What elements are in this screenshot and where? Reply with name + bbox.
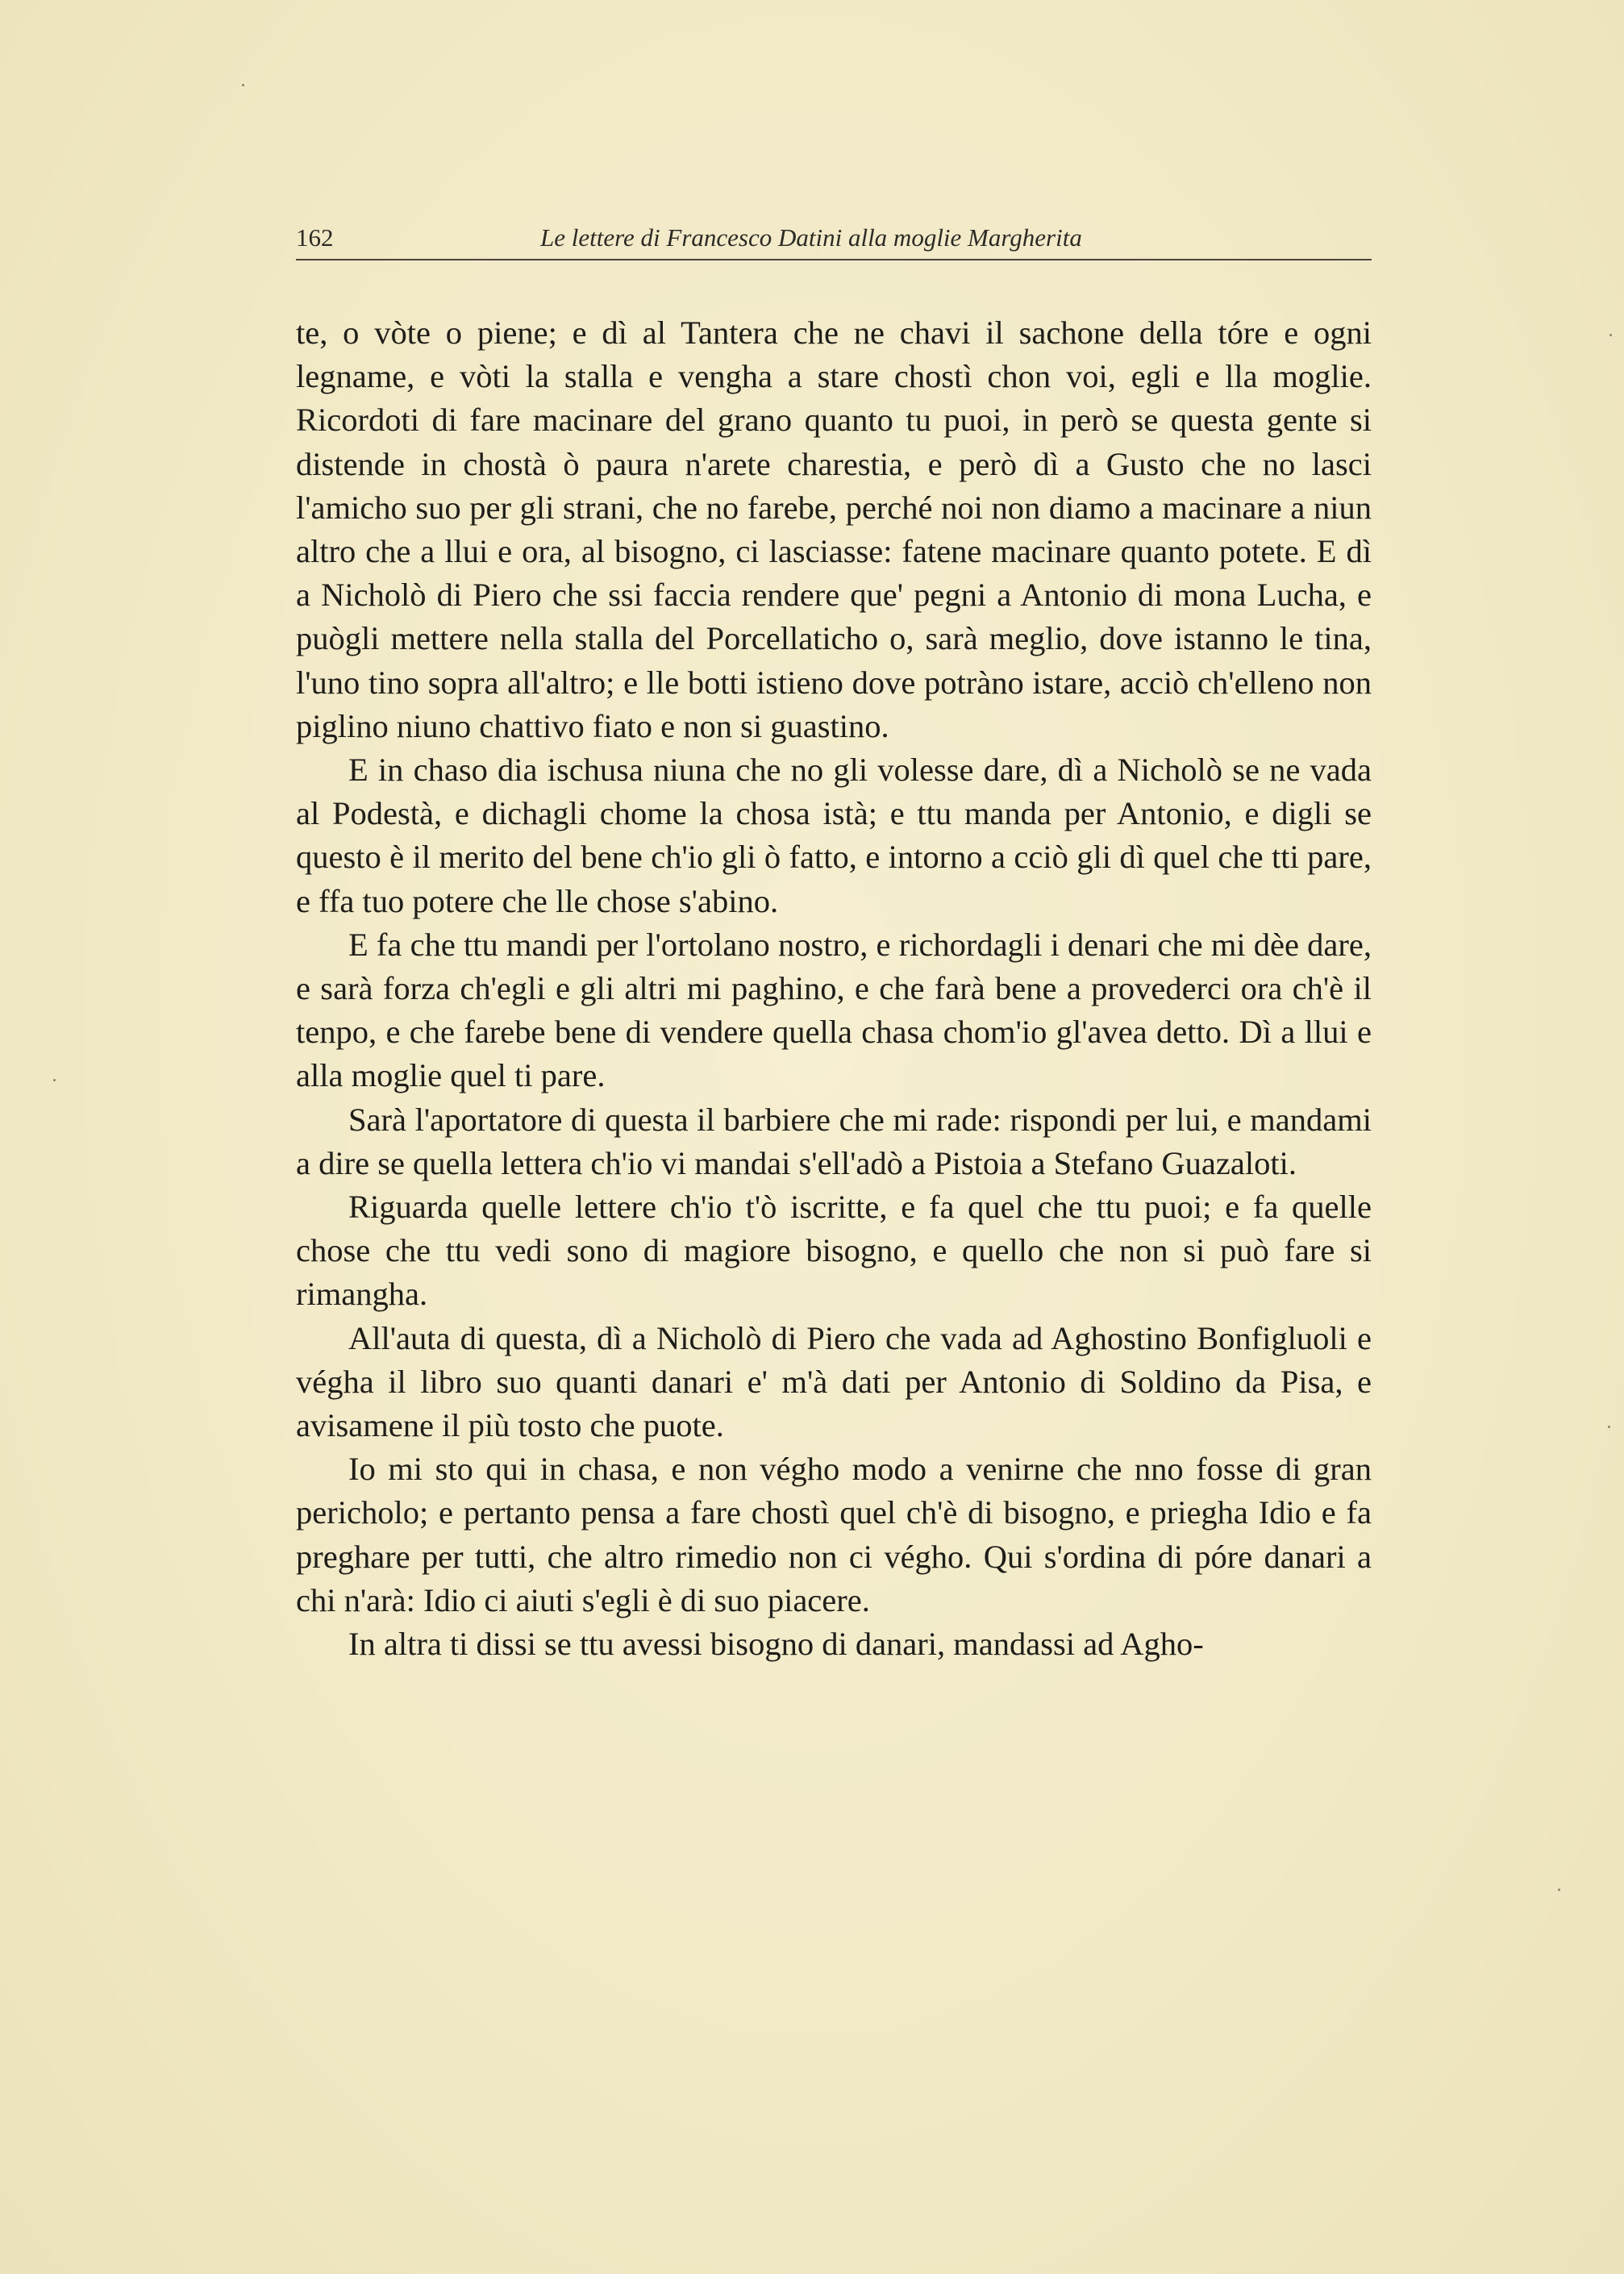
paragraph-5: Riguarda quelle lettere ch'io t'ò iscritte, e fa quel che ttu puoi; e fa quelle chose che ttu vedi sono di magiore bisogno, e quello che non si può fare si rimangha. — [296, 1189, 1372, 1313]
paragraph-3: E fa che ttu mandi per l'ortolano nostro, e richordagli i denari che mi dèe dare, e sarà forza ch'egli e gli altri mi paghino, e che farà bene a provederci ora ch'è il tenpo, e che farebe bene di vendere quella chasa chom'io gl'avea detto. Dì a llui e alla moglie quel ti pare. — [296, 926, 1372, 1094]
paper-speck — [1558, 1889, 1560, 1891]
running-title: Le lettere di Francesco Datini alla moglie Margherita — [540, 223, 1082, 252]
letter-body — [296, 311, 1372, 1666]
paper-speck — [53, 1079, 56, 1081]
paragraph-2: E in chaso dia ischusa niuna che no gli volesse dare, dì a Nicholò se ne vada al Podestà, e dichagli chome la chosa istà; e ttu manda per Antonio, e digli se questo è il merito del bene ch'io gli ò fatto, e intorno a cciò gli dì quel che tti pare, e ffa tuo potere che lle chose s'abino. — [296, 752, 1372, 919]
paragraph-6: All'auta di questa, dì a Nicholò di Piero che vada ad Aghostino Bonfigluoli e végha il libro suo quanti danari e' m'à dati per Antonio di Soldino da Pisa, e avisamene il più tosto che puote. — [296, 1319, 1372, 1444]
paragraph-7: Io mi sto qui in chasa, e non végho modo a venirne che nno fosse di gran pericholo; e pertanto pensa a fare chostì quel ch'è di bisogno, e priegha Idio e fa preghare per tutti, che altro rimedio non ci végho. Qui s'ordina di póre danari a chi n'arà: Idio ci aiuti s'egli è di suo piacere. — [296, 1451, 1372, 1618]
paragraph-8: In altra ti dissi se ttu avessi bisogno di danari, mandassi ad Agho- — [348, 1626, 1204, 1663]
paper-speck — [1608, 1426, 1610, 1428]
paragraph-1: te, o vòte o piene; e dì al Tantera che ne chavi il sachone della tóre e ogni legname, e vòti la stalla e vengha a stare chostì chon voi, egli e lla moglie. Ricordoti di fare macinare del grano quanto tu puoi, in però se questa gente si distende in chostà ò paura n'arete charestia, e però dì a Gusto che no lasci l'amicho suo per gli strani, che no farebe, perché noi non diamo a macinare a niun altro che a llui e ora, al bisogno, ci lasciasse: fatene macinare quanto potete. E dì a Nicholò di Piero che ssi faccia rendere que' pegni a Antonio di mona Lucha, e puògli mettere nella stalla del Porcellaticho o, sarà meglio, dove istanno le tina, l'uno tino sopra all'altro; e lle botti istieno dove potràno istare, acciò ch'elleno non piglino niuno chattivo fiato e non si guastino. — [296, 314, 1372, 744]
paper-speck — [1609, 334, 1612, 336]
paragraph-4: Sarà l'aportatore di questa il barbiere che mi rade: rispondi per lui, e mandami a dire se quella lettera ch'io vi mandai s'ell'adò a Pistoia a Stefano Guazaloti. — [296, 1101, 1372, 1181]
running-head — [296, 219, 1372, 260]
paper-speck — [242, 84, 244, 86]
page-number: 162 — [296, 223, 334, 252]
